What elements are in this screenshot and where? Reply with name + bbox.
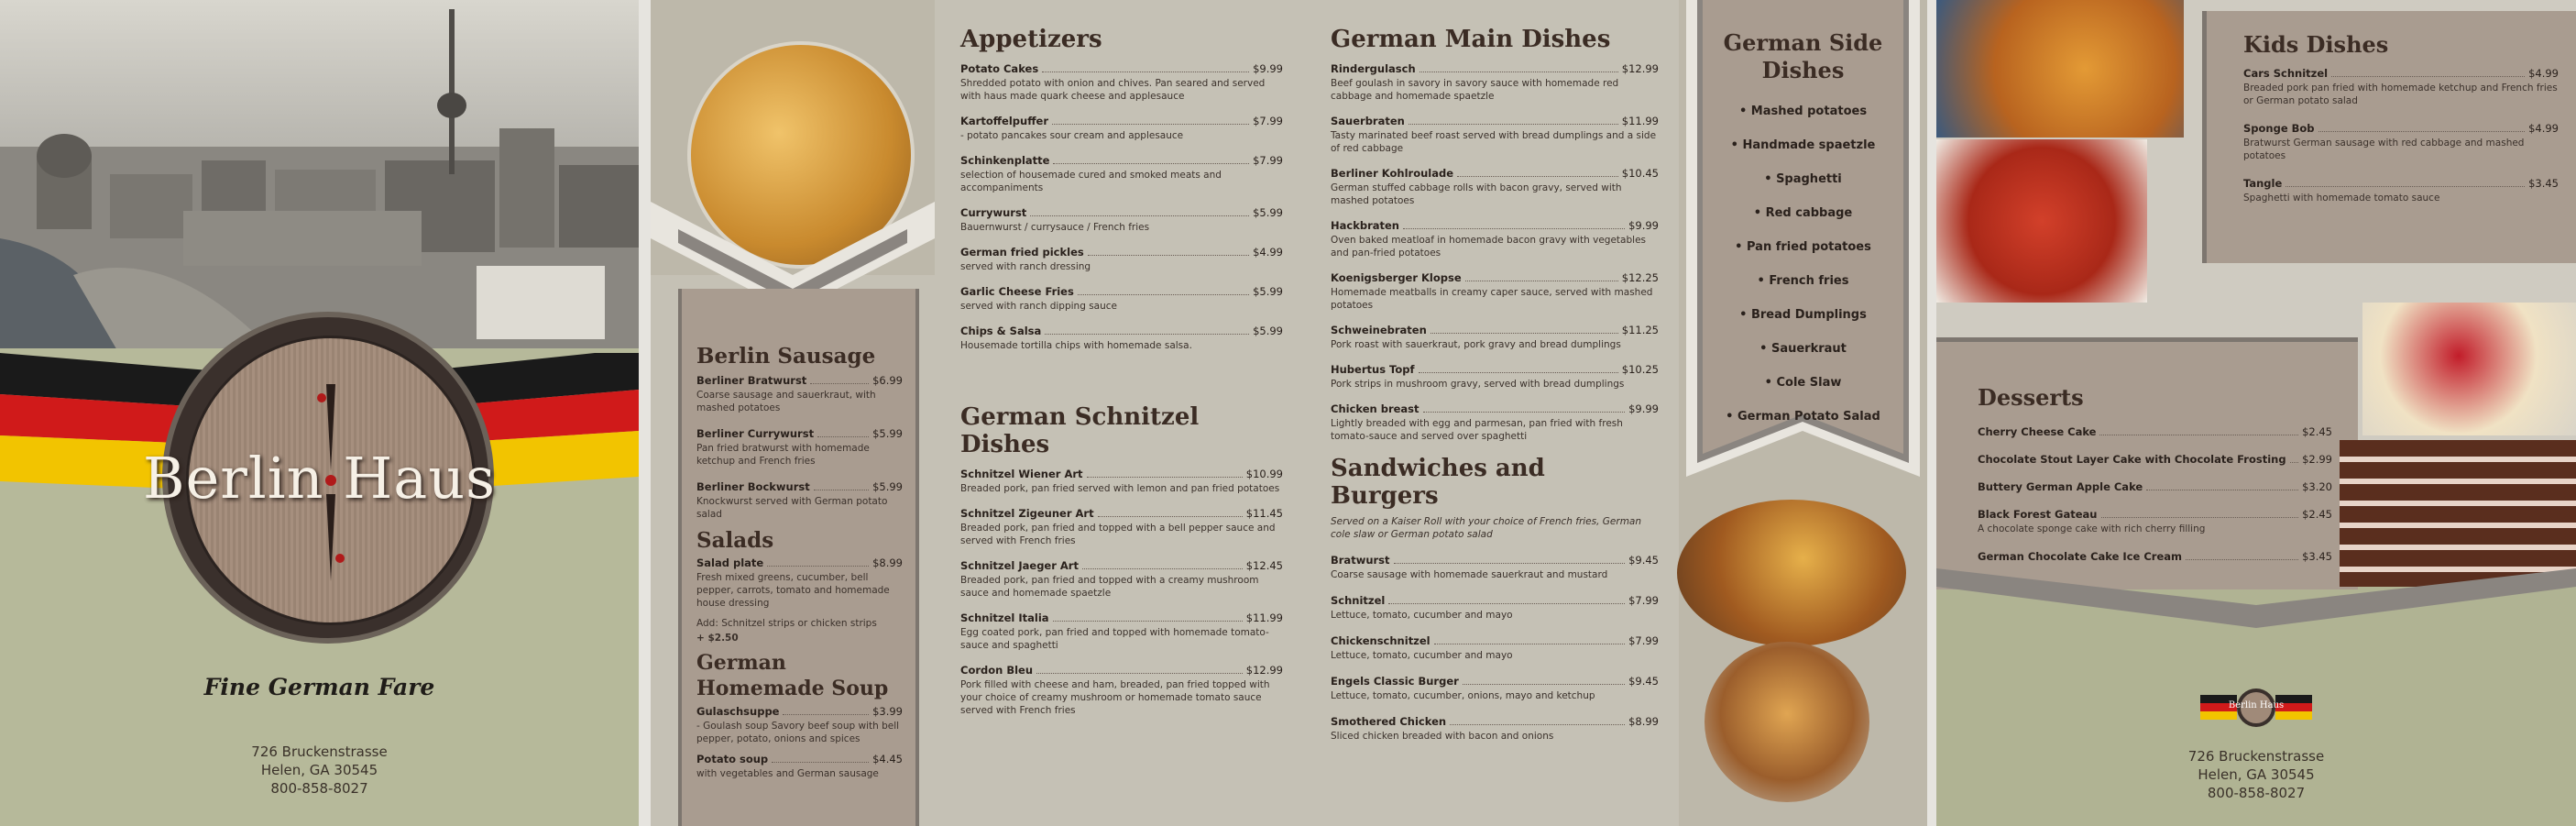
menu-item <box>2243 177 2559 204</box>
item-price: $2.99 <box>2302 453 2332 466</box>
leader-dots <box>1403 228 1625 229</box>
item-price: $5.99 <box>872 427 903 440</box>
back-chevron <box>1936 550 2576 633</box>
item-name: Schnitzel Zigeuner Art <box>960 507 1094 520</box>
menu-item <box>696 753 903 780</box>
item-name: Schnitzel <box>1331 594 1386 607</box>
side-dish-name: Mashed potatoes <box>1750 105 1868 118</box>
item-description: A chocolate sponge cake with rich cherry filling <box>1978 523 2206 534</box>
item-price: $3.20 <box>2302 480 2332 493</box>
item-description: Pork roast with sauerkraut, pork gravy and bread dumplings <box>1331 339 1621 350</box>
item-name: Cherry Cheese Cake <box>1978 425 2097 438</box>
leader-dots <box>2331 76 2525 77</box>
menu-item <box>1331 115 1659 155</box>
side-dish-item <box>1703 138 1903 152</box>
side-dish-item <box>1703 274 1903 288</box>
item-price: $12.25 <box>1621 271 1659 284</box>
item-price: $9.45 <box>1628 675 1659 688</box>
item-price: $2.45 <box>2302 425 2332 438</box>
side-dish-name: Spaghetti <box>1776 172 1842 186</box>
leader-dots <box>1087 477 1243 478</box>
salad-addon: Add: Schnitzel strips or chicken strips <box>696 618 877 629</box>
restaurant-name: Berlin Haus <box>143 445 496 512</box>
item-price: $9.99 <box>1628 402 1659 415</box>
sandwich-list <box>1331 554 1659 743</box>
item-price: $11.25 <box>1621 324 1659 336</box>
item-description: Pan fried bratwurst with homemade ketchup and French fries <box>696 443 870 467</box>
menu-item <box>1331 271 1659 312</box>
item-price: $7.99 <box>1253 154 1283 167</box>
item-name: Smothered Chicken <box>1331 715 1447 728</box>
item-description: Knockwurst served with German potato salad <box>696 496 888 520</box>
item-price: $9.99 <box>1628 219 1659 232</box>
item-price: $7.99 <box>1628 634 1659 647</box>
menu-item <box>696 480 903 521</box>
item-description: Pork filled with cheese and ham, breaded, pan fried topped with your choice of creamy mushroom or homemade tomato sauce served with French fries <box>960 679 1270 716</box>
item-name: Schnitzel Wiener Art <box>960 468 1083 480</box>
side-dish-item <box>1703 376 1903 390</box>
address-street: 726 Bruckenstrasse <box>251 743 388 760</box>
item-description: Tasty marinated beef roast served with bread dumplings and a side of red cabbage <box>1331 130 1657 154</box>
item-price: $7.99 <box>1628 594 1659 607</box>
item-name: Buttery German Apple Cake <box>1978 480 2143 493</box>
leader-dots <box>1053 163 1249 164</box>
side-dish-item <box>1703 172 1903 186</box>
menu-item <box>2243 122 2559 162</box>
menu-item <box>1978 480 2332 493</box>
menu-item <box>960 559 1283 600</box>
appetizers-column <box>960 26 1283 729</box>
item-name: Gulaschsuppe <box>696 705 780 718</box>
bullet-icon: • <box>1730 138 1743 152</box>
menu-item <box>1331 554 1659 581</box>
item-description: served with ranch dressing <box>960 261 1091 272</box>
item-price: $8.99 <box>872 556 903 569</box>
address-city: Helen, GA 30545 <box>260 762 378 778</box>
item-description: Bratwurst German sausage with red cabbage and mashed potatoes <box>2243 138 2525 161</box>
item-description: Shredded potato with onion and chives. Pan seared and served with haus made quark cheese and applesauce <box>960 78 1266 102</box>
item-description: Bauernwurst / currysauce / French fries <box>960 222 1150 233</box>
leader-dots <box>1088 255 1249 256</box>
tagline: Fine German Fare <box>203 674 435 700</box>
bullet-icon: • <box>1753 206 1766 220</box>
cover-address <box>0 743 639 798</box>
item-name: Chickenschnitzel <box>1331 634 1431 647</box>
item-description: Lettuce, tomato, cucumber and mayo <box>1331 650 1513 661</box>
section-title-schnitzel: German Schnitzel Dishes <box>960 403 1200 458</box>
item-price: $9.99 <box>1253 62 1283 75</box>
section-title-mains: German Main Dishes <box>1331 26 1611 53</box>
item-name: Engels Classic Burger <box>1331 675 1459 688</box>
side-dish-name: Cole Slaw <box>1776 376 1842 390</box>
bullet-icon: • <box>1764 376 1777 390</box>
item-description: Housemade tortilla chips with homemade salsa. <box>960 340 1192 351</box>
leader-dots <box>1036 673 1243 674</box>
item-name: Bratwurst <box>1331 554 1390 567</box>
leader-dots <box>2290 462 2299 463</box>
sandwich-note: Served on a Kaiser Roll with your choice of French fries, German cole slaw or German potato salad <box>1331 516 1642 540</box>
bullet-icon: • <box>1739 308 1751 322</box>
item-description: Breaded pork, pan fried and topped with a bell pepper sauce and served with French fries <box>960 523 1276 546</box>
back-panel <box>1936 0 2576 826</box>
item-name: Berliner Bratwurst <box>696 374 807 387</box>
desserts-list <box>1978 425 2332 563</box>
section-title-desserts: Desserts <box>1978 384 2084 411</box>
item-name: Schinkenplatte <box>960 154 1050 167</box>
side-dish-item <box>1703 240 1903 254</box>
side-dish-item <box>1703 105 1903 118</box>
item-description: Lettuce, tomato, cucumber and mayo <box>1331 610 1513 621</box>
menu-item <box>1331 675 1659 702</box>
schnitzel-photo <box>1936 0 2184 138</box>
item-price: $9.45 <box>1628 554 1659 567</box>
side-dish-name: German Potato Salad <box>1737 410 1880 424</box>
section-title-soup: German Homemade Soup <box>696 651 889 700</box>
item-price: $11.99 <box>1245 611 1283 624</box>
address-phone: 800-858-8027 <box>270 780 368 797</box>
item-price: $5.99 <box>1253 206 1283 219</box>
item-description: Lettuce, tomato, cucumber, onions, mayo and ketchup <box>1331 690 1595 701</box>
menu-item <box>696 556 903 610</box>
section-title-kids: Kids Dishes <box>2243 31 2389 58</box>
back-address <box>1936 747 2576 802</box>
item-description: - potato pancakes sour cream and applesauce <box>960 130 1184 141</box>
item-name: Black Forest Gateau <box>1978 508 2098 521</box>
leader-dots <box>1052 124 1249 125</box>
side-dish-item <box>1703 308 1903 322</box>
item-description: Breaded pork pan fried with homemade ketchup and French fries or German potato salad <box>2243 83 2558 106</box>
baked-potato-photo <box>1705 642 1869 802</box>
inside-spread <box>651 0 1927 826</box>
side-dish-item <box>1703 206 1903 220</box>
menu-item <box>960 507 1283 547</box>
item-description: Spaghetti with homemade tomato sauce <box>2243 193 2440 204</box>
item-description: Homemade meatballs in creamy caper sauce, served with mashed potatoes <box>1331 287 1653 311</box>
item-description: Coarse sausage and sauerkraut, with mashed potatoes <box>696 390 876 413</box>
item-name: Hackbraten <box>1331 219 1399 232</box>
item-price: $3.45 <box>2528 177 2559 190</box>
item-description: Pork strips in mushroom gravy, served with bread dumplings <box>1331 379 1625 390</box>
item-price: $2.45 <box>2302 508 2332 521</box>
item-name: Schnitzel Italia <box>960 611 1049 624</box>
leader-dots <box>1431 333 1618 334</box>
item-price: $4.45 <box>872 753 903 765</box>
side-dish-name: French fries <box>1769 274 1849 288</box>
side-dish-name: Red cabbage <box>1765 206 1853 220</box>
menu-item <box>1978 508 2332 535</box>
menu-item <box>1331 62 1659 103</box>
menu-item <box>960 285 1283 313</box>
item-name: Potato soup <box>696 753 769 765</box>
menu-item <box>1331 715 1659 743</box>
item-name: Sauerbraten <box>1331 115 1405 127</box>
item-name: Rindergulasch <box>1331 62 1416 75</box>
item-name: Cars Schnitzel <box>2243 67 2329 80</box>
item-price: $10.99 <box>1245 468 1283 480</box>
mains-list <box>1331 62 1659 443</box>
item-price: $5.99 <box>1253 325 1283 337</box>
item-name: Tangle <box>2243 177 2283 190</box>
mains-column <box>1331 26 1659 755</box>
address-phone: 800-858-8027 <box>2207 785 2306 801</box>
menu-item <box>960 468 1283 495</box>
item-price: $5.99 <box>1253 285 1283 298</box>
leader-dots <box>1457 176 1618 177</box>
item-name: Currywurst <box>960 206 1027 219</box>
leader-dots <box>1388 603 1625 604</box>
section-title-salads: Salads <box>696 528 774 553</box>
sides-content <box>1703 29 1903 444</box>
side-dish-item <box>1703 342 1903 356</box>
item-name: Sponge Bob <box>2243 122 2315 135</box>
menu-item <box>960 325 1283 352</box>
bullet-icon: • <box>1759 342 1771 356</box>
section-title-sausage: Berlin Sausage <box>696 344 876 369</box>
item-name: Hubertus Topf <box>1331 363 1415 376</box>
item-price: $12.99 <box>1245 664 1283 677</box>
cover-panel <box>0 0 639 826</box>
item-name: German Chocolate Cake Ice Cream <box>1978 550 2182 563</box>
leader-dots <box>2286 186 2525 187</box>
item-price: $8.99 <box>1628 715 1659 728</box>
item-price: $4.99 <box>2528 67 2559 80</box>
leader-dots <box>1082 568 1243 569</box>
item-description: Fresh mixed greens, cucumber, bell pepper, carrots, tomato and homemade house dressing <box>696 572 890 609</box>
item-name: Schweinebraten <box>1331 324 1427 336</box>
item-name: Koenigsberger Klopse <box>1331 271 1462 284</box>
item-description: served with ranch dipping sauce <box>960 301 1117 312</box>
kids-list <box>2243 67 2559 204</box>
item-name: Berliner Currywurst <box>696 427 815 440</box>
item-price: $4.99 <box>1253 246 1283 259</box>
item-name: Garlic Cheese Fries <box>960 285 1074 298</box>
item-description: German stuffed cabbage rolls with bacon gravy, served with mashed potatoes <box>1331 182 1622 206</box>
leader-dots <box>1450 724 1625 725</box>
item-description: selection of housemade cured and smoked meats and accompaniments <box>960 170 1222 193</box>
bullet-icon: • <box>1764 172 1777 186</box>
item-description: Lightly breaded with egg and parmesan, pan fried with fresh tomato-sauce and served over spaghetti <box>1331 418 1623 442</box>
logo-text: Berlin Haus <box>2228 700 2285 710</box>
kids-box <box>2202 11 2576 263</box>
item-description: Oven baked meatloaf in homemade bacon gravy with vegetables and pan-fried potatoes <box>1331 235 1646 259</box>
leader-dots <box>2318 131 2526 132</box>
menu-item <box>2243 67 2559 107</box>
schnitzel-list <box>960 468 1283 717</box>
menu-item <box>1331 594 1659 622</box>
side-dish-name: Sauerkraut <box>1770 342 1847 356</box>
left-menu-box <box>678 289 919 826</box>
item-description: Sliced chicken breaded with bacon and onions <box>1331 731 1554 742</box>
item-price: $7.99 <box>1253 115 1283 127</box>
menu-item <box>960 115 1283 142</box>
menu-item <box>1331 324 1659 351</box>
side-dish-name: Bread Dumplings <box>1750 308 1867 322</box>
menu-item <box>960 611 1283 652</box>
leader-dots <box>1045 334 1249 335</box>
leader-dots <box>1419 372 1618 373</box>
item-price: $11.99 <box>1621 115 1659 127</box>
leader-dots <box>1409 124 1618 125</box>
item-price: $10.45 <box>1621 167 1659 180</box>
menu-item <box>1978 425 2332 438</box>
item-description: - Goulash soup Savory beef soup with bell pepper, potato, onions and spices <box>696 721 900 744</box>
item-name: Chips & Salsa <box>960 325 1042 337</box>
menu-item <box>696 705 903 745</box>
menu-item <box>1331 219 1659 259</box>
item-description: Breaded pork, pan fried and topped with a creamy mushroom sauce and homemade spaetzle <box>960 575 1259 599</box>
side-dish-name: Handmade spaetzle <box>1742 138 1876 152</box>
item-name: Potato Cakes <box>960 62 1039 75</box>
item-price: $6.99 <box>872 374 903 387</box>
item-price: $3.45 <box>2302 550 2332 563</box>
sides-list <box>1703 105 1903 424</box>
menu-item <box>960 246 1283 273</box>
leader-dots <box>1078 294 1249 295</box>
item-name: Berliner Bockwurst <box>696 480 810 493</box>
spaghetti-photo <box>1936 139 2147 303</box>
bullet-icon: • <box>1735 240 1747 254</box>
menu-item <box>960 154 1283 194</box>
item-price: $4.99 <box>2528 122 2559 135</box>
item-name: Berliner Kohlroulade <box>1331 167 1454 180</box>
section-title-sides: German Side Dishes <box>1723 29 1883 83</box>
leader-dots <box>1030 215 1249 216</box>
bullet-icon: • <box>1738 105 1751 118</box>
item-description: Egg coated pork, pan fried and topped with homemade tomato-sauce and spaghetti <box>960 627 1269 651</box>
item-price: $12.99 <box>1621 62 1659 75</box>
back-logo <box>2200 688 2312 728</box>
menu-item <box>1331 167 1659 207</box>
leader-dots <box>1098 516 1243 517</box>
item-price: $10.25 <box>1621 363 1659 376</box>
leader-dots <box>1423 412 1626 413</box>
address-street: 726 Bruckenstrasse <box>2187 748 2325 765</box>
item-description: with vegetables and German sausage <box>696 768 879 779</box>
leader-dots <box>1463 684 1625 685</box>
address-city: Helen, GA 30545 <box>2198 766 2315 783</box>
item-name: Schnitzel Jaeger Art <box>960 559 1079 572</box>
item-name: Cordon Bleu <box>960 664 1034 677</box>
menu-item <box>1331 402 1659 443</box>
item-price: $11.45 <box>1245 507 1283 520</box>
item-name: German fried pickles <box>960 246 1084 259</box>
item-price: $12.45 <box>1245 559 1283 572</box>
item-description: Coarse sausage with homemade sauerkraut and mustard <box>1331 569 1608 580</box>
item-name: Kartoffelpuffer <box>960 115 1049 127</box>
leader-dots <box>2101 517 2299 518</box>
item-name: Salad plate <box>696 556 764 569</box>
bullet-icon: • <box>1757 274 1770 288</box>
side-dish-name: Pan fried potatoes <box>1747 240 1871 254</box>
bullet-icon: • <box>1726 410 1738 424</box>
cheesecake-photo <box>2362 303 2576 435</box>
menu-item <box>1978 453 2332 466</box>
menu-item <box>1331 634 1659 662</box>
side-dish-item <box>1703 410 1903 424</box>
section-title-appetizers: Appetizers <box>960 26 1102 53</box>
menu-item <box>1331 363 1659 391</box>
item-price: $3.99 <box>872 705 903 718</box>
item-name: Chocolate Stout Layer Cake with Chocolate Frosting <box>1978 453 2286 466</box>
menu-item <box>696 374 903 414</box>
leader-dots <box>1394 563 1626 564</box>
item-description: Breaded pork, pan fried served with lemon and pan fried potatoes <box>960 483 1280 494</box>
menu-item <box>960 206 1283 234</box>
item-name: Chicken breast <box>1331 402 1420 415</box>
item-description: Beef goulash in savory in savory sauce with homemade red cabbage and homemade spaetzle <box>1331 78 1619 102</box>
beer-plate-photo <box>1677 500 1906 646</box>
section-title-sandwiches: Sandwiches and Burgers <box>1331 455 1545 510</box>
appetizer-list <box>960 62 1283 352</box>
menu-item <box>960 664 1283 717</box>
leader-dots <box>1053 621 1243 622</box>
salad-addon-price: + $2.50 <box>696 633 739 644</box>
menu-item <box>696 427 903 468</box>
menu-item <box>960 62 1283 103</box>
item-price: $5.99 <box>872 480 903 493</box>
